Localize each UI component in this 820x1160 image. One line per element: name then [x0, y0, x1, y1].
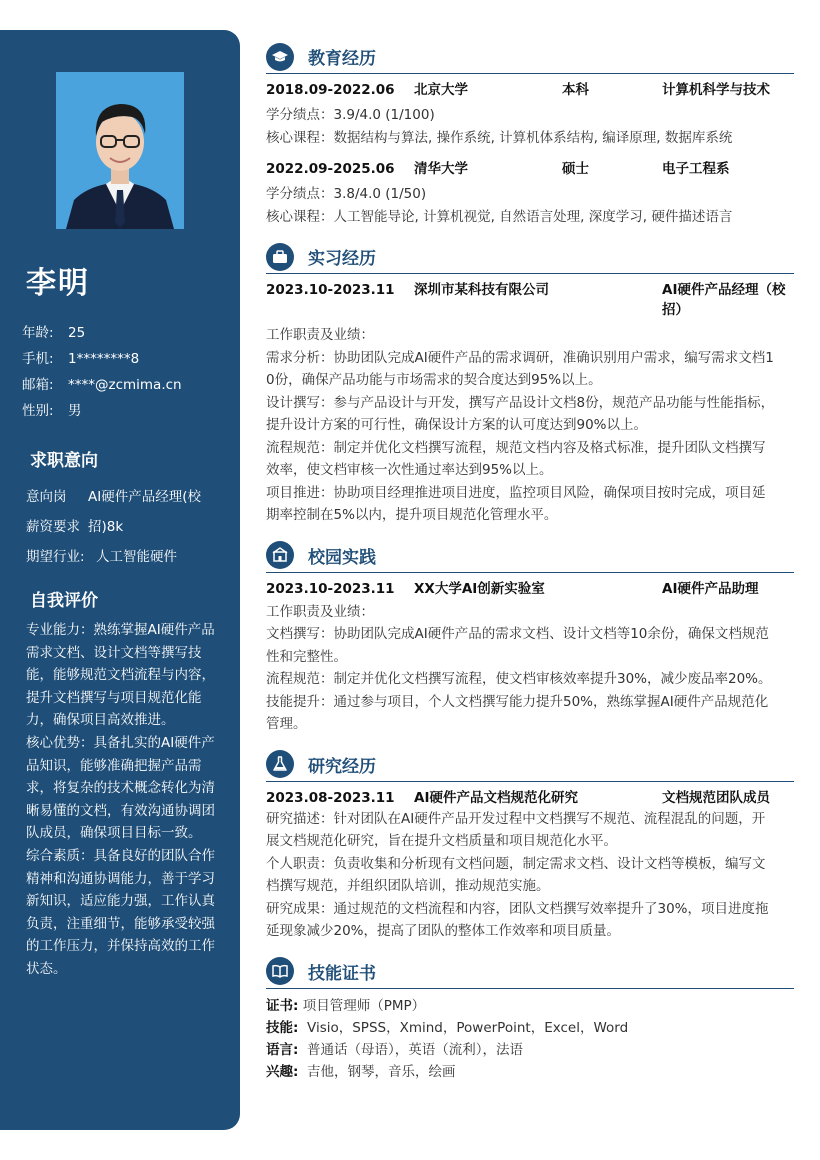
info-phone: 手机: 1********8: [22, 351, 140, 367]
skills-language: 语言: 普通话（母语），英语（流利），法语: [266, 1041, 523, 1058]
skills-tools: 技能: Visio，SPSS，Xmind，PowerPoint，Excel，Word: [266, 1019, 629, 1036]
internship-details: 工作职责及业绩： 需求分析：协助团队完成AI硬件产品的需求调研，准确识别用户需求，编写需求文档1 0份，确保产品功能与市场需求的契合度达到95%以上。 设计撰写：参与产品设计与开发，撰写产品设计文档8份，规范产品功能与性能指标， 提升设计方案的可行性，确保设计方案的认可度达到90%以上。 流程规范：制定并优化文档撰写流程，规范文档内容及格式标准，提升团队文档撰写 效率，使文档审核一次性通过率达到95%以上。 项目推进：协助项目经理推进项目进度，监控项目风险，确保项目按时完成，项目延 期率控制在5%以内，提升项目规范化管理水平。: [266, 327, 775, 523]
campus-details: 工作职责及业绩： 文档撰写：协助团队完成AI硬件产品的需求文档、设计文档等10余份，确保文档规范 性和完整性。 流程规范：制定并优化文档撰写流程，使文档审核效率提升30%，减少废品率20%。 技能提升：通过参与项目，个人文档撰写能力提升50%，熟练掌握AI硬件产品规范化 管理。: [266, 603, 772, 732]
portrait-image: [56, 72, 184, 229]
self-eval-title: 自我评价: [30, 591, 98, 611]
book-icon: [266, 957, 294, 985]
intent-salary: 薪资要求 招)8k: [26, 519, 124, 535]
skills-certificate: 证书: 项目管理师（PMP）: [266, 997, 426, 1014]
intent-title: 求职意向: [30, 451, 98, 471]
skills-list: [266, 995, 794, 1083]
intent-industry: 期望行业: 人工智能硬件: [26, 549, 177, 565]
self-eval-professional: 专业能力：熟练掌握AI硬件产品需求文档、设计文档等撰写技能，能够规范文档流程与内容，提升文档撰写与项目规范化能力，确保项目高效推进。: [26, 622, 215, 729]
research-details: 研究描述：针对团队在AI硬件产品开发过程中文档撰写不规范、流程混乱的问题，开 展文档规范化研究，旨在提升文档质量和项目规范化水平。 个人职责：负责收集和分析现有文档问题，制定需求文档、设计文档等模板，编写文 档撰写规范，并组织团队培训，推动规范实施。 研究成果：通过规范的文档流程和内容，团队文档撰写效率提升了30%，项目进度拖 延现象减少20%，提高了团队的整体工作效率和项目质量。: [266, 810, 769, 939]
building-icon: [266, 541, 294, 569]
skills-header: 技能证书: [266, 955, 794, 989]
campus-entry: 2023.10-2023.11 XX大学AI创新实验室 AI硬件产品助理: [266, 580, 759, 597]
basic-info: [22, 320, 182, 424]
info-email: 邮箱: ****@zcmima.cn: [22, 377, 182, 393]
info-age: 年龄: 25: [22, 325, 86, 341]
sidebar: [0, 30, 240, 1130]
self-eval-advantage: 核心优势：具备扎实的AI硬件产品知识，能够准确把握产品需求，将复杂的技术概念转化为清晰易懂的文档，有效沟通协调团队成员，确保项目目标一致。: [26, 734, 215, 842]
education-entry-2: 2022.09-2025.06 清华大学 硕士 电子工程系: [266, 161, 730, 177]
intent-position: 意向岗 AI硬件产品经理(校: [26, 489, 201, 505]
self-evaluation: [26, 619, 218, 981]
candidate-name: 李明: [26, 266, 90, 301]
education-entry-1: 2018.09-2022.06 北京大学 本科 计算机科学与技术: [266, 82, 770, 98]
self-eval-quality: 综合素质：具备良好的团队合作精神和沟通协调能力，善于学习新知识，适应能力强，工作认真负责，注重细节，能够承受较强的工作压力，并保持高效的工作状态。: [26, 847, 215, 977]
skills-hobby: 兴趣: 吉他，钢琴，音乐，绘画: [266, 1063, 456, 1080]
research-entry: 2023.08-2023.11 AI硬件产品文档规范化研究 文档规范团队成员: [266, 789, 770, 806]
campus-header: 校园实践: [266, 539, 794, 573]
internship-header: 实习经历: [266, 240, 794, 274]
research-header: 研究经历: [266, 748, 794, 782]
briefcase-icon: [266, 243, 294, 271]
internship-entry: 2023.10-2023.11 深圳市某科技有限公司 AI硬件产品经理（校 招）: [266, 282, 786, 318]
education-header: 教育经历: [266, 40, 794, 74]
profile-photo: [56, 72, 184, 229]
info-gender: 性别: 男: [22, 403, 82, 419]
flask-icon: [266, 750, 294, 778]
graduation-cap-icon: [266, 43, 294, 71]
main-content: 教育经历 2018.09-2022.06 北京大学 本科 计算机科学与技术 学分绩点：3.9/4.0 (1/100) 核心课程：数据结构与算法, 操作系统, 计算机体系结构, 编译原理, 数据库系统 2022.09-2025.06 清华大学 硕士 电子工程系 学分绩点：3.8/4.0 (1/50) 核心课程：人工智能导论, 计算机视觉, 自然语言处理, 深度学习, 硬件描述语言 实习经历 2023.10-2023.11 深圳市某科技有限公司 AI硬件产品经理（校 招） 工作职责及业绩： 需求分析：协助团队完成AI硬件产品的需求调研，准确识别用户需求，编写需求文档1 0份，确保产品功能与市场需求的契合度达到95%以上。 设计撰写：参与产品设计与开发，撰写产品设计文档8份，规范产品功能与性能指标， 提升设计方案的可行性，确保设计方案的认可度达到90%以上。 流程规范：制定并优化文档撰写流程，规范文档内容及格式标准，提升团队文档撰写 效率，使文档审核一次性通过率达到95%以上。 项目推进：协助项目经理推进项目进度，监控项目风险，确保项目按时完成，项目延 期率控制在5%以内，提升项目规范化管理水平。 校园实践 2023.10-2023.11 XX大学AI创新实验室 AI硬件产品助理 工作职责及业绩： 文档撰写：协助团队完成AI硬件产品的需求文档、设计文档等10余份，确保文档规范 性和完整性。 流程规范：制定并优化文档撰写流程，使文档审核效率提升30%，减少废品率20%。 技能提升：通过参与项目，个人文档撰写能力提升50%，熟练掌握AI硬件产品规范化 管理。 研究经历 2023.08-2023.11 AI硬件产品文档规范化研究 文档规范团队成员 研究描述：针对团队在AI硬件产品开发过程中文档撰写不规范、流程混乱的问题，开 展文档规范化研究，旨在提升文档质量和项目规范化水平。 个人职责：负责收集和分析现有文档问题，制定需求文档、设计文档等模板，编写文 档撰写规范，并组织团队培训，推动规范实施。 研究成果：通过规范的文档流程和内容，团队文档撰写效率提升了30%，项目进度拖 延现象减少20%，提高了团队的整体工作效率和项目质量。 技能证书 证书: 项目管理师（PMP） 技能: Visio，SPSS，Xmind，PowerPoint，Excel，Word 语言: 普通话（母语），英语（流利），法语 兴趣: 吉他，钢琴，音乐，绘画: [266, 40, 794, 1083]
job-intent: [26, 482, 236, 572]
